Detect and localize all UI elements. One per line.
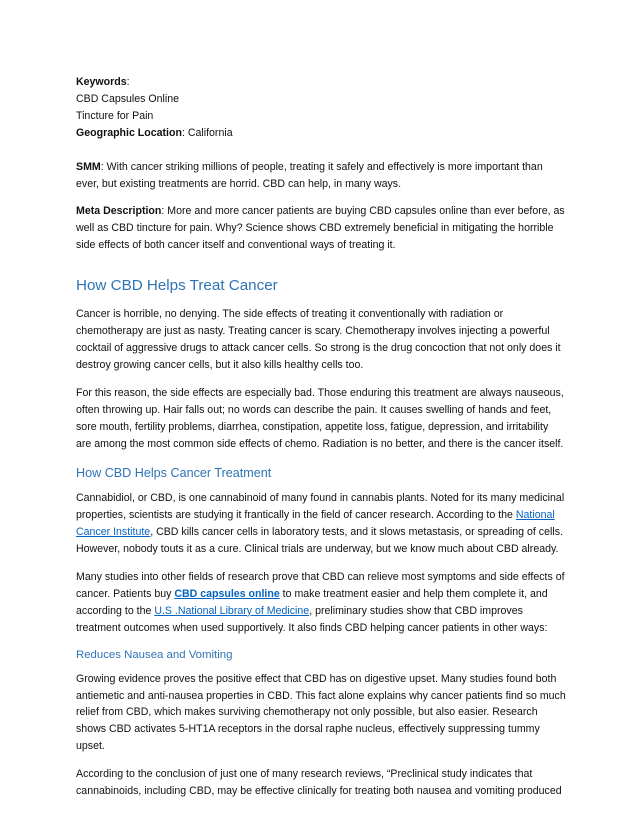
geographic-location <box>76 125 566 142</box>
body-paragraph: Cancer is horrible, no denying. The side effects of treating it conventionally with radiation or chemotherapy are just as nasty. Treating cancer is scary. Chemotherapy involves injecting a powerful cocktail of aggressive drugs to attack cancer cells. So strong is the drug concoction that not only does it destroy growing cancer cells, but it also kills healthy cells too. <box>76 308 561 371</box>
body-paragraph: According to the conclusion of just one of many research reviews, “Preclinical study indicates that cannabinoids, including CBD, may be effective clinically for treating both nausea and vomiting produced <box>76 768 562 798</box>
keywords-block <box>76 74 566 91</box>
cbd-capsules-online-link[interactable]: CBD capsules online <box>174 587 280 600</box>
body-paragraph: Growing evidence proves the positive effect that CBD has on digestive upset. Many studies found both antiemetic and anti-nausea properties in CBD. This fact alone explains why cancer patients find so much relief from CBD, which makes surviving chemotherapy not only possible, but also easier. Research shows CBD activates 5-HT1A receptors in the dorsal raphe nucleus, effectively suppressing tummy upset. <box>76 672 566 753</box>
paragraph-text: Cannabidiol, or CBD, is one cannabinoid of many found in cannabis plants. Noted for its many medicinal properties, scientists are studying it frantically in the field of cancer research. According to the <box>76 492 565 522</box>
paragraph-text: , CBD kills cancer cells in laboratory tests, and it slows metastasis, or spreading of cells. However, nobody touts it as a cure. Clinical trials are underway, but we know much about CBD already. <box>76 526 563 556</box>
section-heading: How CBD Helps Treat Cancer <box>76 277 278 295</box>
section-heading: How CBD Helps Cancer Treatment <box>76 466 272 481</box>
smm-paragraph <box>76 159 566 193</box>
keyword-item: Tincture for Pain <box>76 109 154 122</box>
body-paragraph <box>76 569 566 637</box>
national-library-of-medicine-link[interactable]: U.S .National Library of Medicine <box>154 604 310 617</box>
body-paragraph <box>76 490 566 558</box>
keyword-item: CBD Capsules Online <box>76 92 180 105</box>
keywords-colon: : <box>126 76 130 88</box>
subsection-heading: Reduces Nausea and Vomiting <box>76 648 233 661</box>
body-paragraph: For this reason, the side effects are especially bad. Those enduring this treatment are always nauseous, often throwing up. Hair falls out; no words can describe the pain. It causes swelling of hands and feet, sore mouth, fertility problems, diarrhea, constipation, appetite loss, fatigue, depression, and irritability are among the most common side effects of chemo. Radiation is no better, and there is the cancer itself. <box>76 386 564 450</box>
geo-value: : California <box>181 126 233 139</box>
paragraph-text: to make treatment easier and help them complete it, and according to the <box>76 587 548 617</box>
paragraph-text: Many studies into other fields of research prove that CBD can relieve most symptoms and side effects of cancer. Patients buy <box>76 571 565 600</box>
meta-description-paragraph <box>76 203 566 254</box>
meta-description-label: Meta Description <box>76 205 162 218</box>
smm-text: : With cancer striking millions of people, treating it safely and effectively is more important than ever, but existing treatments are horrid. CBD can help, in many ways. <box>76 160 543 190</box>
smm-label: SMM <box>76 160 101 173</box>
document-body <box>76 74 566 800</box>
meta-description-text: : More and more cancer patients are buying CBD capsules online than ever before, as well as CBD tincture for pain. Why? Science shows CBD extremely beneficial in mitigating the horrible side effects of both cancer itself and conventional ways of treating it. <box>76 205 565 252</box>
paragraph-text: , preliminary studies show that CBD improves treatment outcomes when used supportively. It also finds CBD helping cancer patients in other ways: <box>76 604 548 634</box>
geo-label: Geographic Location <box>76 126 182 139</box>
national-cancer-institute-link[interactable]: National Cancer Institute <box>76 509 555 539</box>
keywords-label: Keywords <box>76 76 127 88</box>
